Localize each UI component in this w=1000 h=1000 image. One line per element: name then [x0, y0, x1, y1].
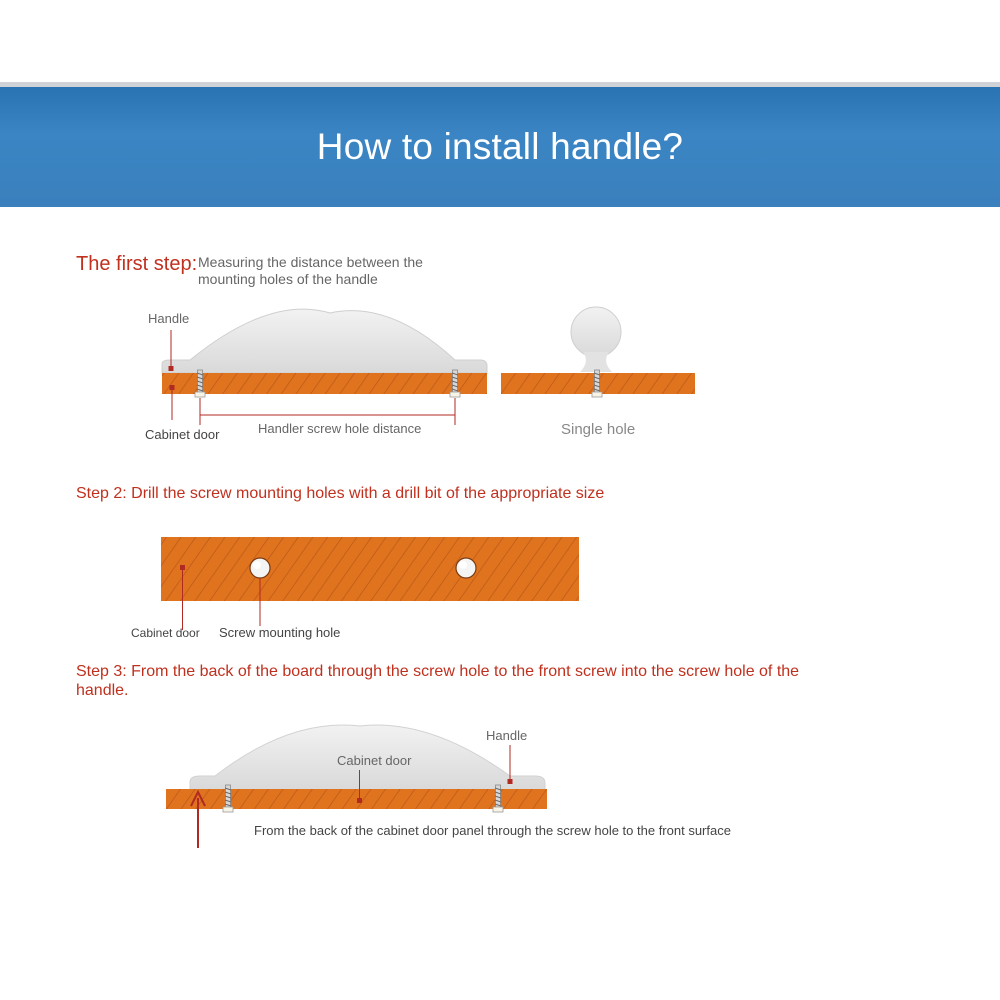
label-single-hole: Single hole — [561, 421, 636, 438]
step2-drilled-board — [161, 537, 579, 630]
handle-shape — [162, 309, 487, 373]
knob-shape — [571, 307, 621, 357]
step1-knob-diagram — [501, 307, 695, 397]
step1-handle-diagram — [162, 309, 487, 425]
label-handle: Handle — [148, 311, 190, 326]
cabinet-door-board-step3 — [166, 789, 547, 809]
label-from-back: From the back of the cabinet door panel through the screw hole to the front surface — [254, 823, 731, 838]
step1-heading: The first step: — [76, 253, 198, 275]
step2-heading: Step 2: Drill the screw mounting holes with a drill bit of the appropriate size — [76, 485, 605, 502]
label-screw-mounting-hole: Screw mounting hole — [219, 625, 341, 640]
cabinet-door-board-drilled — [161, 537, 579, 601]
label-cabinet-door-step3: Cabinet door — [337, 753, 412, 768]
label-screw-distance: Handler screw hole distance — [258, 421, 422, 436]
step3-heading: Step 3: From the back of the board through the screw hole to the front screw into the screw hole of the handle. — [76, 663, 800, 699]
label-cabinet-door-step2: Cabinet door — [131, 626, 200, 640]
label-cabinet-door: Cabinet door — [145, 427, 220, 442]
label-handle-step3: Handle — [486, 728, 528, 743]
page-title: How to install handle? — [316, 126, 684, 167]
step1-note: Measuring the distance between the mounting holes of the handle — [198, 254, 423, 287]
cabinet-door-board — [162, 373, 487, 394]
